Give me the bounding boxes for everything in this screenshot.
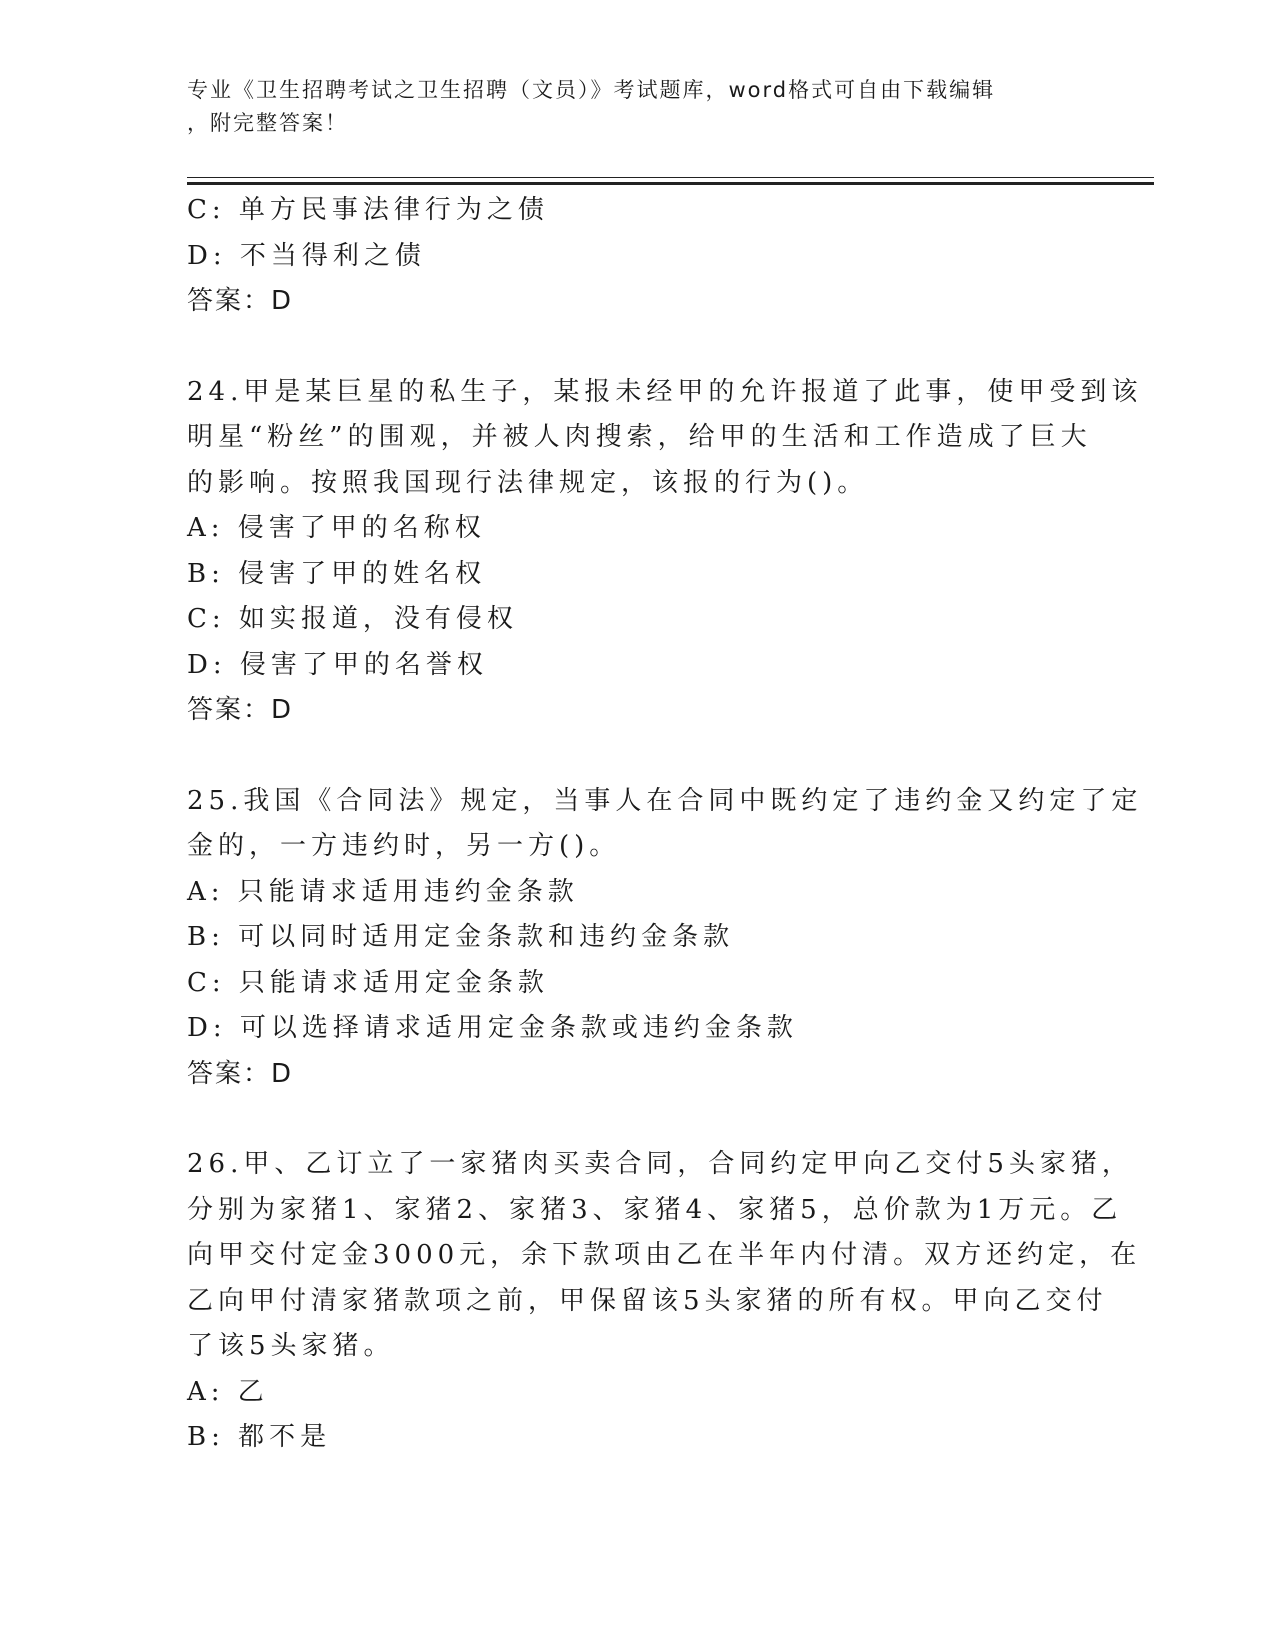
spacer: [187, 734, 1087, 779]
question-26: [187, 1142, 1142, 1461]
question-stem-line: 向甲交付定金3000元，余下款项由乙在半年内付清。双方还约定，在: [187, 1240, 1142, 1270]
option-a: A: 乙: [187, 1376, 269, 1407]
option-c: C: 单方民事法律行为之债: [187, 195, 549, 225]
answer-line: 答案：D: [187, 286, 294, 316]
option-d: D: 可以选择请求适用定金条款或违约金条款: [187, 1013, 798, 1043]
question-stem-line: 25.我国《合同法》规定，当事人在合同中既约定了违约金又约定了定: [187, 785, 1143, 816]
option-b: B: 侵害了甲的姓名权: [187, 558, 487, 589]
option-c: C: 只能请求适用定金条款: [187, 967, 549, 998]
answer-line: 答案：D: [187, 695, 294, 725]
header-line-2: ，附完整答案！: [187, 111, 348, 135]
question-stem-line: 分别为家猪1、家猪2、家猪3、家猪4、家猪5，总价款为1万元。乙: [187, 1194, 1123, 1225]
header-divider-thick: [187, 182, 1154, 185]
question-24: [187, 370, 1143, 734]
answer-line: 答案：D: [187, 1058, 294, 1089]
header-line-1: 专业《卫生招聘考试之卫生招聘（文员）》考试题库，word格式可自由下载编辑: [187, 78, 996, 102]
header-divider-thin: [187, 177, 1154, 178]
question-stem-line: 24.甲是某巨星的私生子，某报未经甲的允许报道了此事，使甲受到该: [187, 376, 1143, 407]
option-a: A: 只能请求适用违约金条款: [187, 876, 579, 907]
question-stem-line: 明星“粉丝”的围观，并被人肉搜索，给甲的生活和工作造成了巨大: [187, 422, 1092, 452]
question-stem-line: 了该5头家猪。: [187, 1331, 395, 1361]
question-stem-line: 的影响。按照我国现行法律规定，该报的行为()。: [187, 467, 869, 498]
option-b: B: 都不是: [187, 1422, 332, 1452]
question-list: [187, 188, 1143, 1461]
option-b: B: 可以同时适用定金条款和违约金条款: [187, 922, 735, 952]
question-25: [187, 779, 1143, 1098]
spacer: [187, 325, 1087, 370]
question-stem-line: 乙向甲付清家猪款项之前，甲保留该5头家猪的所有权。甲向乙交付: [187, 1285, 1108, 1316]
spacer: [187, 1097, 1087, 1142]
option-a: A: 侵害了甲的名称权: [187, 513, 486, 543]
question-stem-line: 金的，一方违约时，另一方()。: [187, 831, 621, 861]
page-header: [187, 74, 1087, 140]
option-d: D: 不当得利之债: [187, 240, 426, 271]
question-23-tail: [187, 188, 1087, 325]
question-stem-line: 26.甲、乙订立了一家猪肉买卖合同，合同约定甲向乙交付5头家猪，: [187, 1149, 1133, 1179]
option-c: C: 如实报道，没有侵权: [187, 604, 518, 634]
option-d: D: 侵害了甲的名誉权: [187, 649, 488, 680]
